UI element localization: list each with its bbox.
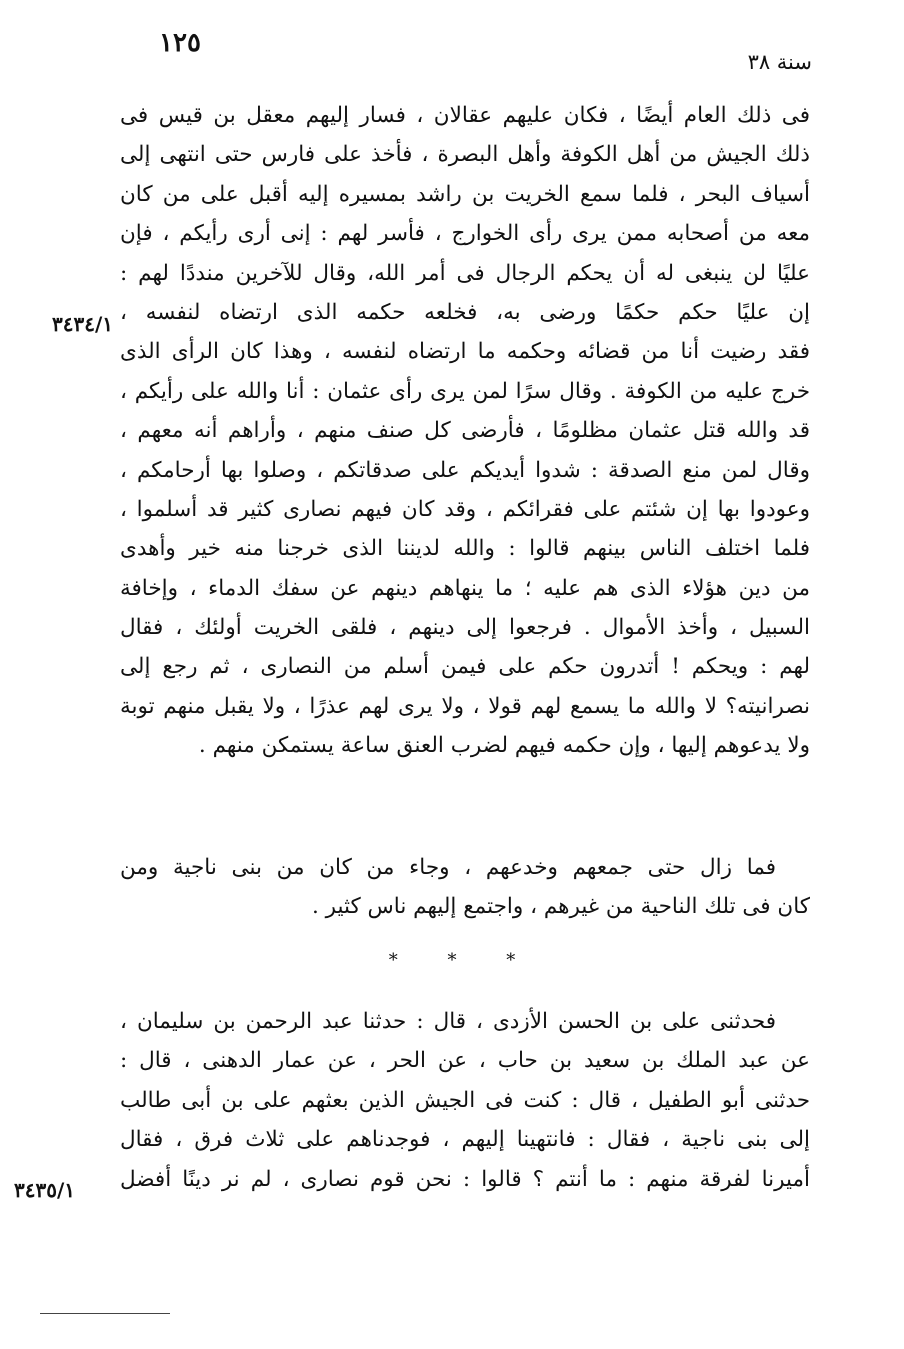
text-line: فلما اختلف الناس بينهم قالوا : والله لديننا الذى خرجنا منه خير وأهدى (120, 536, 810, 562)
text-line: فى ذلك العام أيضًا ، فكان عليهم عقالان ، فسار إليهم معقل بن قيس فى (120, 103, 810, 128)
text-line: فما زال حتى جمعهم وخدعهم ، وجاء من كان من بنى ناجية ومن (120, 855, 776, 880)
margin-reference: ٣٤٣٤/١ (52, 312, 114, 336)
text-line: إن عليًا حكم حكمًا ورضى به، فخلعه حكمه الذى ارتضاه لنفسه ، (120, 299, 810, 325)
paragraph-1 (120, 96, 810, 766)
text-line: نصرانيته؟ لا والله ما يسمع لهم قولا ، ولا يرى لهم عذرًا ، ولا يقبل منهم توبة (120, 693, 810, 719)
paragraph-3 (120, 1002, 810, 1199)
text-line: خرج عليه من الكوفة . وقال سرًا لمن يرى رأى عثمان : أنا والله على رأيكم ، (120, 378, 810, 404)
text-line: عن عبد الملك بن سعيد بن حاب ، عن الحر ، عن عمار الدهنى ، قال : (120, 1048, 810, 1074)
margin-reference: ٣٤٣٥/١ (14, 1178, 76, 1202)
text-line: لهم : ويحكم ! أتدرون حكم على فيمن أسلم من النصارى ، ثم رجع إلى (120, 654, 810, 680)
running-head: سنة ٣٨ (747, 50, 812, 74)
text-line: فحدثنى على بن الحسن الأزدى ، قال : حدثنا عبد الرحمن بن سليمان ، (120, 1009, 776, 1034)
text-line: من دين هؤلاء الذى هم عليه ؛ ما ينهاهم دينهم عن سفك الدماء ، وإخافة (120, 575, 810, 601)
text-line: حدثنى أبو الطفيل ، قال : كنت فى الجيش الذين بعثهم على بن أبى طالب (120, 1087, 810, 1113)
text-line: وعودوا بها إن شئتم على فقرائكم ، وقد كان فيهم نصارى كثير قد أسلموا ، (120, 496, 810, 522)
text-line: معه من أصحابه ممن يرى رأى الخوارج ، فأسر لهم : إنى أرى رأيكم ، فإن (120, 221, 810, 247)
page-number: ١٢٥ (159, 28, 201, 58)
section-separator: * * * (388, 950, 538, 971)
text-line: ذلك الجيش من أهل الكوفة وأهل البصرة ، فأخذ على فارس حتى انتهى إلى (120, 142, 810, 168)
paragraph-2 (120, 848, 810, 927)
text-line: وقال لمن منع الصدقة : شدوا أيديكم على صدقاتكم ، وصلوا بها أرحامكم ، (120, 457, 810, 483)
text-line: قد والله قتل عثمان مظلومًا ، فأرضى كل صنف منهم ، وأراهم أنه معهم ، (120, 418, 810, 444)
text-line: كان فى تلك الناحية من غيرهم ، واجتمع إليهم ناس كثير . (311, 894, 810, 920)
footnote-rule (40, 1313, 170, 1314)
text-line: أسياف البحر ، فلما سمع الخريت بن راشد بمسيره إليه أقبل على من كان (120, 181, 810, 207)
text-line: فقد رضيت أنا من قضائه وحكمه ما ارتضاه لنفسه ، وهذا كان الرأى الذى (120, 339, 810, 365)
text-line: ولا يدعوهم إليها ، وإن حكمه فيهم لضرب العنق ساعة يستمكن منهم . (198, 733, 810, 759)
text-line: عليًا لن ينبغى له أن يحكم الرجال فى أمر الله، وقال للآخرين منددًا لهم : (120, 260, 810, 286)
text-line: إلى بنى ناجية ، فقال : فانتهينا إليهم ، فوجدناهم على ثلاث فرق ، فقال (120, 1127, 810, 1153)
text-line: أميرنا لفرقة منهم : ما أنتم ؟ قالوا : نحن قوم نصارى ، لم نر دينًا أفضل (120, 1166, 810, 1192)
text-line: السبيل ، وأخذ الأموال . فرجعوا إلى دينهم ، فلقى الخريت أولئك ، فقال (120, 615, 810, 641)
